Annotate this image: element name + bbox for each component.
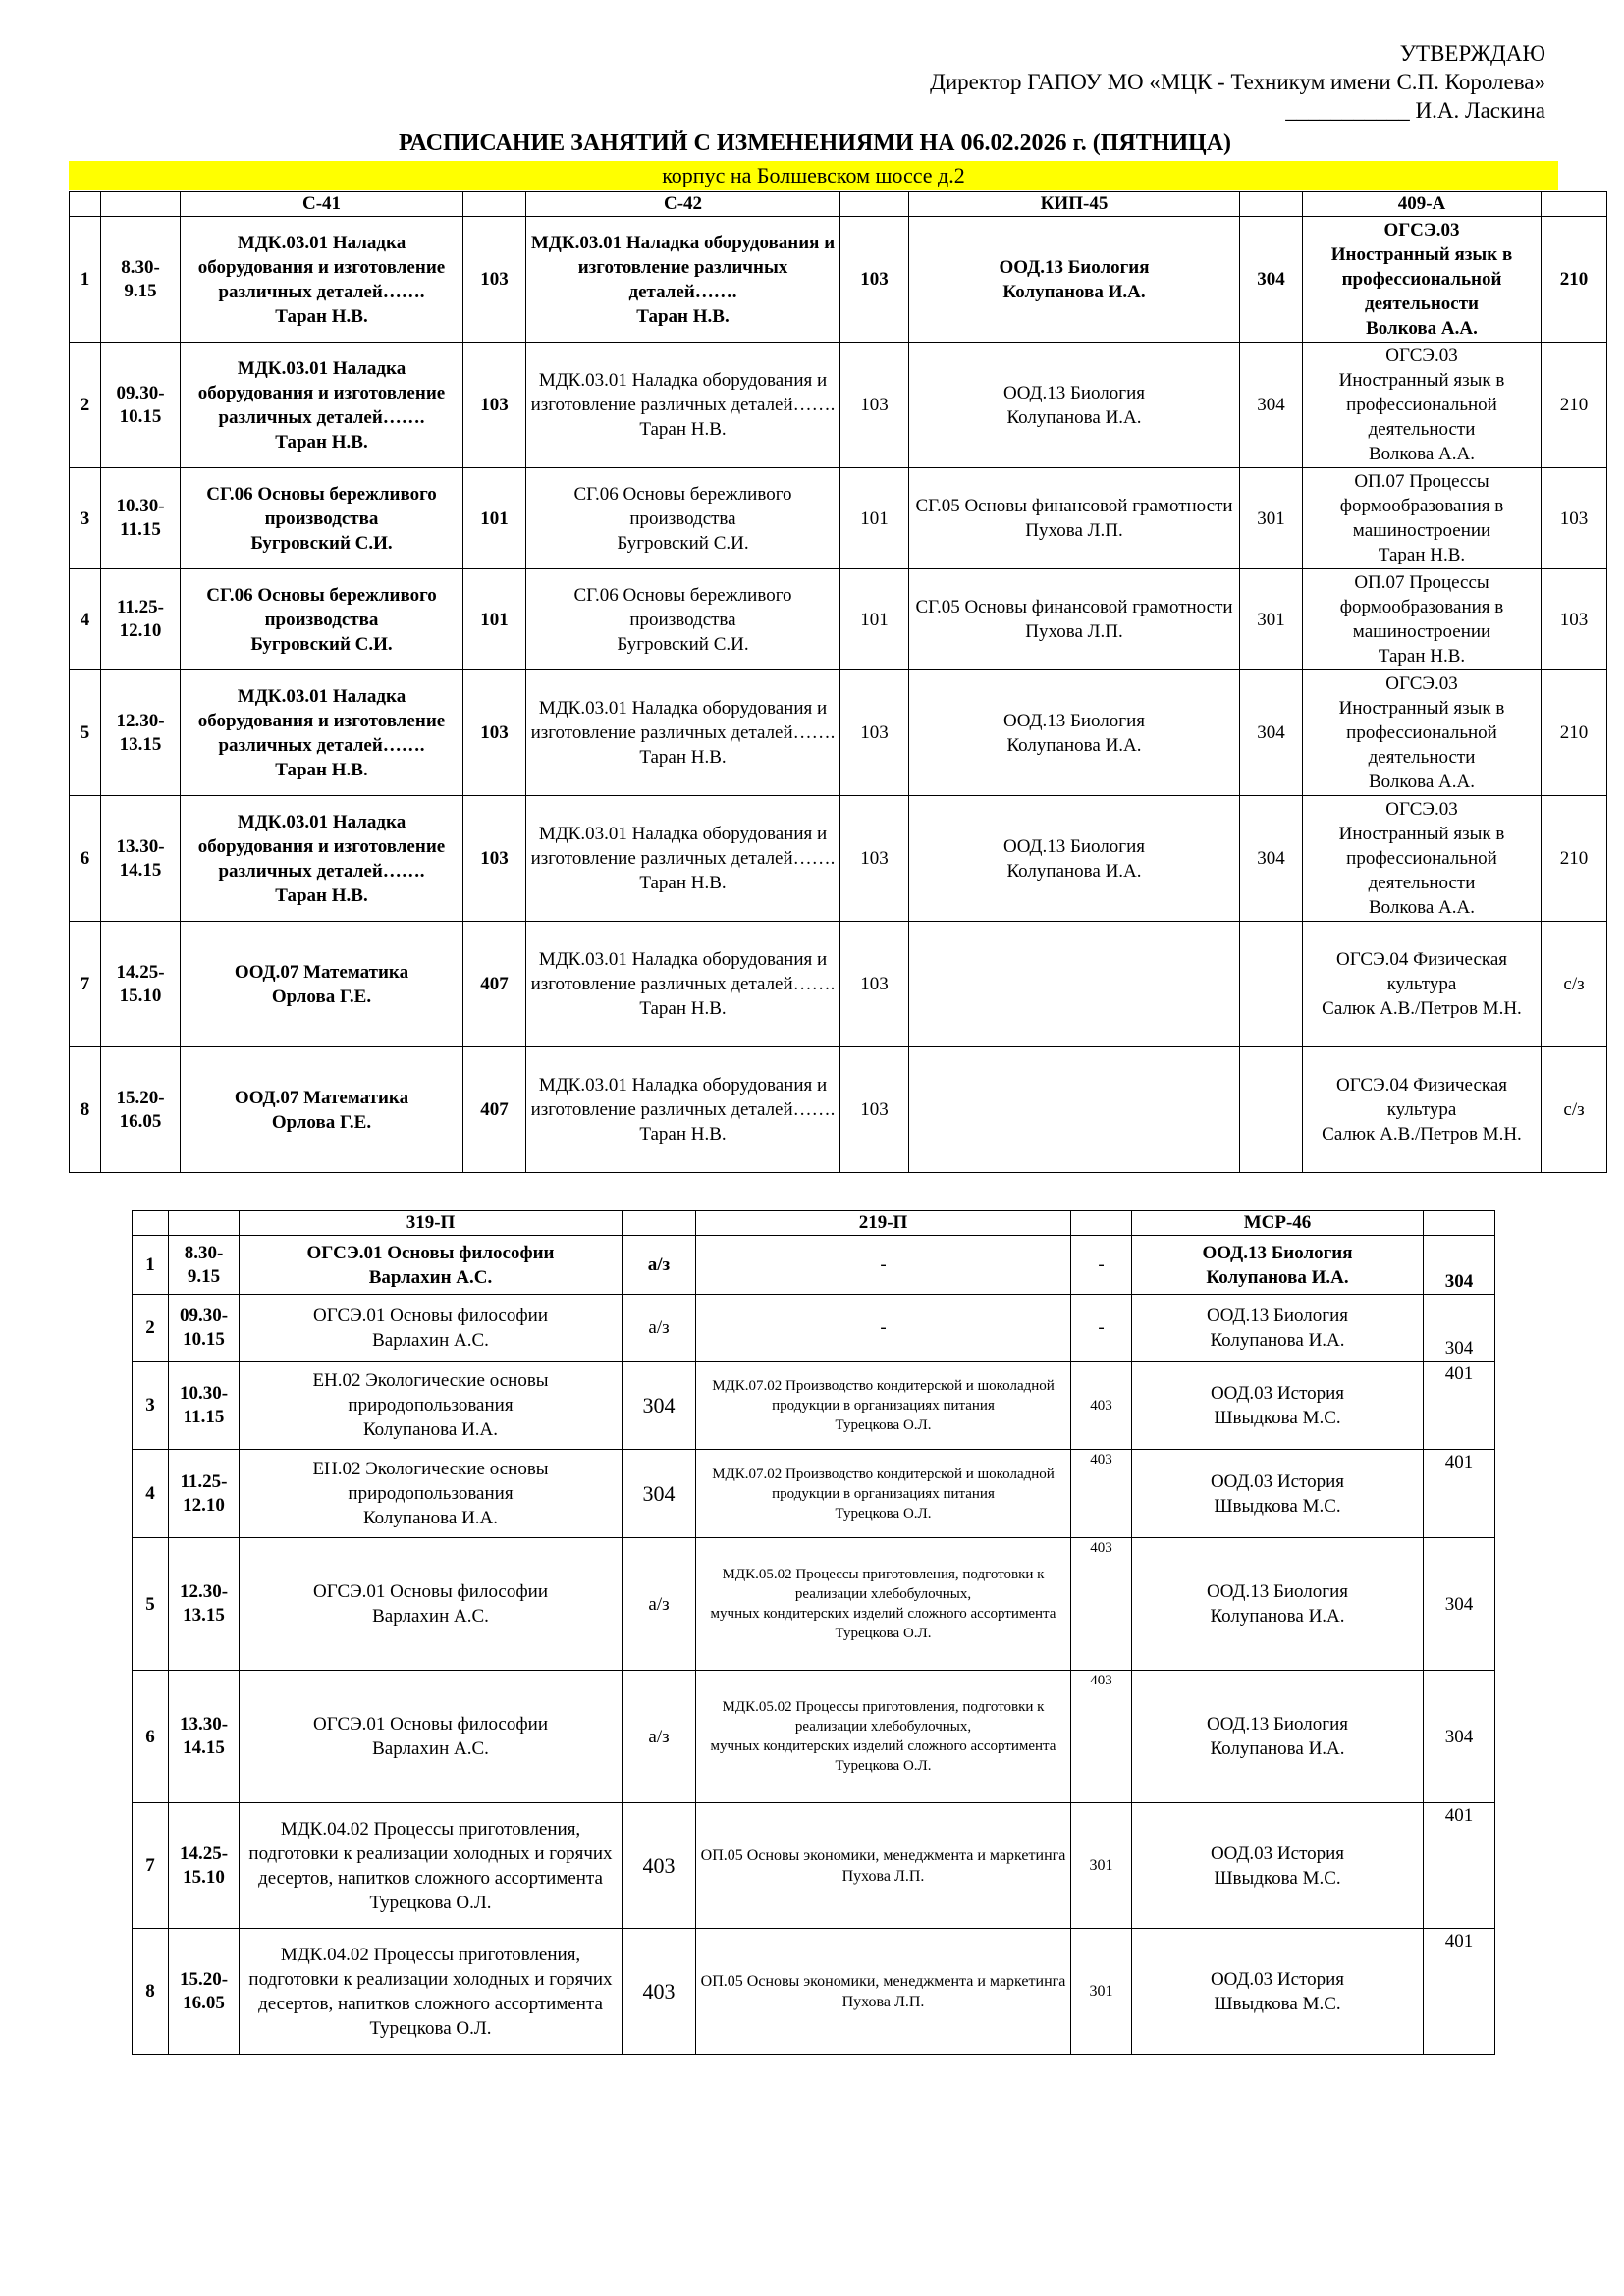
table-row — [70, 1047, 1607, 1173]
lesson-time: 14.25- 15.10 — [101, 922, 181, 1047]
room-cell: 403 — [623, 1929, 696, 2055]
subject-cell: МДК.04.02 Процессы приготовления, подготовки к реализации холодных и горячих десертов, напитков сложного ассортимента Турецкова О.Л. — [240, 1803, 623, 1929]
subject-cell: ООД.03 История Швыдкова М.С. — [1132, 1450, 1424, 1538]
subject-cell: ООД.13 Биология Колупанова И.А. — [1132, 1236, 1424, 1295]
subject-cell: МДК.03.01 Наладка оборудования и изготовление различных деталей……. Таран Н.В. — [181, 343, 463, 468]
room-cell — [1240, 922, 1303, 1047]
lesson-time: 8.30- 9.15 — [101, 217, 181, 343]
room-cell: 304 — [1424, 1295, 1495, 1362]
group-header: 219-П — [696, 1211, 1071, 1236]
room-cell: 101 — [840, 468, 909, 569]
group-header: КИП-45 — [909, 192, 1240, 217]
room-cell: 403 — [1071, 1450, 1132, 1538]
room-cell: а/з — [623, 1295, 696, 1362]
subject-cell: ООД.03 История Швыдкова М.С. — [1132, 1362, 1424, 1450]
table-row — [133, 1803, 1495, 1929]
subject-cell: ООД.13 Биология Колупанова И.А. — [1132, 1671, 1424, 1803]
lesson-number: 5 — [133, 1538, 169, 1671]
room-cell: 304 — [1240, 217, 1303, 343]
table-row — [70, 922, 1607, 1047]
subject-cell: МДК.07.02 Производство кондитерской и шоколадной продукции в организациях питания Турецкова О.Л. — [696, 1450, 1071, 1538]
room-cell: 304 — [1424, 1538, 1495, 1671]
subject-cell: ОП.05 Основы экономики, менеджмента и маркетинга Пухова Л.П. — [696, 1929, 1071, 2055]
subject-cell: МДК.03.01 Наладка оборудования и изготовление различных деталей……. Таран Н.В. — [526, 670, 840, 796]
subject-cell: СГ.06 Основы бережливого производства Бугровский С.И. — [526, 569, 840, 670]
schedule-table-2 — [132, 1210, 1495, 2055]
room-cell: 403 — [623, 1803, 696, 1929]
table-row — [133, 1450, 1495, 1538]
room-cell: 210 — [1542, 217, 1607, 343]
group-header: 409-А — [1303, 192, 1542, 217]
room-cell: 403 — [1071, 1538, 1132, 1671]
subject-cell: МДК.03.01 Наладка оборудования и изготовление различных деталей……. Таран Н.В. — [181, 217, 463, 343]
subject-cell: МДК.03.01 Наладка оборудования и изготовление различных деталей……. Таран Н.В. — [526, 922, 840, 1047]
subject-cell: СГ.06 Основы бережливого производства Бугровский С.И. — [181, 569, 463, 670]
lesson-time: 09.30- 10.15 — [101, 343, 181, 468]
lesson-number: 6 — [133, 1671, 169, 1803]
room-cell: 103 — [840, 922, 909, 1047]
subject-cell: СГ.05 Основы финансовой грамотности Пухова Л.П. — [909, 468, 1240, 569]
lesson-time: 11.25- 12.10 — [101, 569, 181, 670]
lesson-time: 14.25- 15.10 — [169, 1803, 240, 1929]
room-cell: 401 — [1424, 1803, 1495, 1929]
header-blank — [623, 1211, 696, 1236]
room-cell: 103 — [463, 343, 526, 468]
room-cell: 403 — [1071, 1671, 1132, 1803]
room-cell: 101 — [463, 468, 526, 569]
header-blank — [133, 1211, 169, 1236]
room-cell: 401 — [1424, 1362, 1495, 1450]
subject-cell: МДК.03.01 Наладка оборудования и изготовление различных деталей……. Таран Н.В. — [526, 1047, 840, 1173]
room-cell: 103 — [840, 1047, 909, 1173]
room-cell: 210 — [1542, 796, 1607, 922]
lesson-number: 2 — [70, 343, 101, 468]
lesson-time: 10.30- 11.15 — [169, 1362, 240, 1450]
subject-cell: МДК.05.02 Процессы приготовления, подготовки к реализации хлебобулочных, мучных кондитерских изделий сложного ассортимента Турецкова О.Л. — [696, 1538, 1071, 1671]
subject-cell: ООД.13 Биология Колупанова И.А. — [909, 670, 1240, 796]
subject-cell: ОГСЭ.04 Физическая культура Салюк А.В./Петров М.Н. — [1303, 922, 1542, 1047]
subject-cell: ООД.13 Биология Колупанова И.А. — [909, 796, 1240, 922]
table-row — [133, 1671, 1495, 1803]
room-cell: 103 — [463, 670, 526, 796]
table-row — [70, 569, 1607, 670]
group-header: МСР-46 — [1132, 1211, 1424, 1236]
table-header-row — [133, 1211, 1495, 1236]
room-cell: с/з — [1542, 922, 1607, 1047]
subject-cell: МДК.05.02 Процессы приготовления, подготовки к реализации хлебобулочных, мучных кондитерских изделий сложного ассортимента Турецкова О.Л. — [696, 1671, 1071, 1803]
header-blank — [463, 192, 526, 217]
lesson-number: 4 — [70, 569, 101, 670]
room-cell: 304 — [1240, 343, 1303, 468]
subject-cell: ОГСЭ.01 Основы философии Варлахин А.С. — [240, 1538, 623, 1671]
header-blank — [101, 192, 181, 217]
schedule-table-1 — [69, 191, 1607, 1173]
subject-cell: ОГСЭ.01 Основы философии Варлахин А.С. — [240, 1236, 623, 1295]
room-cell: 103 — [840, 796, 909, 922]
subject-cell: - — [696, 1295, 1071, 1362]
table-row — [70, 670, 1607, 796]
room-cell: 301 — [1240, 468, 1303, 569]
group-header: С-42 — [526, 192, 840, 217]
room-cell: 103 — [1542, 468, 1607, 569]
subject-cell: ОГСЭ.03 Иностранный язык в профессиональной деятельности Волкова А.А. — [1303, 796, 1542, 922]
building-banner: корпус на Болшевском шоссе д.2 — [69, 161, 1558, 190]
room-cell: 103 — [463, 796, 526, 922]
subject-cell: СГ.06 Основы бережливого производства Бугровский С.И. — [526, 468, 840, 569]
subject-cell: ОГСЭ.03 Иностранный язык в профессиональной деятельности Волкова А.А. — [1303, 343, 1542, 468]
room-cell: 101 — [840, 569, 909, 670]
subject-cell — [909, 1047, 1240, 1173]
header-blank — [1240, 192, 1303, 217]
subject-cell: ОП.07 Процессы формообразования в машиностроении Таран Н.В. — [1303, 569, 1542, 670]
subject-cell: ООД.03 История Швыдкова М.С. — [1132, 1929, 1424, 2055]
room-cell — [1240, 1047, 1303, 1173]
subject-cell: ООД.13 Биология Колупанова И.А. — [1132, 1295, 1424, 1362]
room-cell: с/з — [1542, 1047, 1607, 1173]
subject-cell: ОГСЭ.01 Основы философии Варлахин А.С. — [240, 1671, 623, 1803]
room-cell: 101 — [463, 569, 526, 670]
table-row — [70, 217, 1607, 343]
lesson-number: 8 — [70, 1047, 101, 1173]
table-row — [70, 468, 1607, 569]
lesson-time: 12.30- 13.15 — [101, 670, 181, 796]
room-cell: 304 — [1424, 1236, 1495, 1295]
subject-cell: СГ.05 Основы финансовой грамотности Пухова Л.П. — [909, 569, 1240, 670]
room-cell: 403 — [1071, 1362, 1132, 1450]
header-blank — [1542, 192, 1607, 217]
subject-cell: МДК.03.01 Наладка оборудования и изготовление различных деталей……. Таран Н.В. — [181, 796, 463, 922]
header-blank — [70, 192, 101, 217]
subject-cell: СГ.06 Основы бережливого производства Бугровский С.И. — [181, 468, 463, 569]
room-cell: 103 — [463, 217, 526, 343]
subject-cell: - — [696, 1236, 1071, 1295]
subject-cell: ЕН.02 Экологические основы природопользования Колупанова И.А. — [240, 1450, 623, 1538]
room-cell: 304 — [1424, 1671, 1495, 1803]
table-header-row — [70, 192, 1607, 217]
lesson-number: 5 — [70, 670, 101, 796]
room-cell: 304 — [623, 1362, 696, 1450]
subject-cell: ОГСЭ.01 Основы философии Варлахин А.С. — [240, 1295, 623, 1362]
group-header: С-41 — [181, 192, 463, 217]
lesson-time: 10.30- 11.15 — [101, 468, 181, 569]
room-cell: 301 — [1240, 569, 1303, 670]
room-cell: - — [1071, 1295, 1132, 1362]
header-blank — [840, 192, 909, 217]
room-cell: - — [1071, 1236, 1132, 1295]
subject-cell: МДК.03.01 Наладка оборудования и изготовление различных деталей……. Таран Н.В. — [526, 217, 840, 343]
group-header: 319-П — [240, 1211, 623, 1236]
lesson-time: 13.30- 14.15 — [169, 1671, 240, 1803]
lesson-number: 2 — [133, 1295, 169, 1362]
room-cell: 304 — [623, 1450, 696, 1538]
subject-cell: ООД.13 Биология Колупанова И.А. — [1132, 1538, 1424, 1671]
room-cell: 401 — [1424, 1450, 1495, 1538]
approval-block — [930, 39, 1545, 125]
room-cell: а/з — [623, 1236, 696, 1295]
lesson-number: 7 — [70, 922, 101, 1047]
approval-signature: ___________ И.А. Ласкина — [1285, 98, 1545, 123]
room-cell: 407 — [463, 922, 526, 1047]
room-cell: 301 — [1071, 1929, 1132, 2055]
table-row — [133, 1236, 1495, 1295]
header-blank — [1071, 1211, 1132, 1236]
subject-cell: ОГСЭ.03 Иностранный язык в профессиональной деятельности Волкова А.А. — [1303, 217, 1542, 343]
lesson-time: 09.30- 10.15 — [169, 1295, 240, 1362]
room-cell: а/з — [623, 1538, 696, 1671]
lesson-number: 3 — [133, 1362, 169, 1450]
room-cell: 304 — [1240, 670, 1303, 796]
subject-cell: ОГСЭ.04 Физическая культура Салюк А.В./Петров М.Н. — [1303, 1047, 1542, 1173]
subject-cell: ООД.13 Биология Колупанова И.А. — [909, 343, 1240, 468]
subject-cell: ООД.07 Математика Орлова Г.Е. — [181, 1047, 463, 1173]
table-row — [70, 796, 1607, 922]
room-cell: 103 — [1542, 569, 1607, 670]
subject-cell: МДК.03.01 Наладка оборудования и изготовление различных деталей……. Таран Н.В. — [526, 796, 840, 922]
lesson-number: 3 — [70, 468, 101, 569]
room-cell: 304 — [1240, 796, 1303, 922]
page-title: РАСПИСАНИЕ ЗАНЯТИЙ С ИЗМЕНЕНИЯМИ НА 06.02.2026 г. (ПЯТНИЦА) — [398, 131, 1232, 156]
lesson-time: 15.20- 16.05 — [169, 1929, 240, 2055]
room-cell: 301 — [1071, 1803, 1132, 1929]
lesson-time: 8.30- 9.15 — [169, 1236, 240, 1295]
header-blank — [169, 1211, 240, 1236]
table-row — [133, 1929, 1495, 2055]
header-blank — [1424, 1211, 1495, 1236]
subject-cell: ООД.03 История Швыдкова М.С. — [1132, 1803, 1424, 1929]
table-row — [70, 343, 1607, 468]
lesson-number: 6 — [70, 796, 101, 922]
lesson-time: 12.30- 13.15 — [169, 1538, 240, 1671]
lesson-time: 11.25- 12.10 — [169, 1450, 240, 1538]
table-row — [133, 1295, 1495, 1362]
room-cell: 210 — [1542, 670, 1607, 796]
room-cell: 103 — [840, 217, 909, 343]
subject-cell: ОГСЭ.03 Иностранный язык в профессиональной деятельности Волкова А.А. — [1303, 670, 1542, 796]
subject-cell: ОП.07 Процессы формообразования в машиностроении Таран Н.В. — [1303, 468, 1542, 569]
room-cell: а/з — [623, 1671, 696, 1803]
lesson-number: 1 — [70, 217, 101, 343]
room-cell: 407 — [463, 1047, 526, 1173]
room-cell: 401 — [1424, 1929, 1495, 2055]
subject-cell — [909, 922, 1240, 1047]
subject-cell: МДК.03.01 Наладка оборудования и изготовление различных деталей……. Таран Н.В. — [526, 343, 840, 468]
lesson-time: 13.30- 14.15 — [101, 796, 181, 922]
table-row — [133, 1362, 1495, 1450]
lesson-number: 8 — [133, 1929, 169, 2055]
approval-director: Директор ГАПОУ МО «МЦК - Техникум имени С.П. Королева» — [930, 70, 1545, 94]
room-cell: 103 — [840, 343, 909, 468]
subject-cell: МДК.07.02 Производство кондитерской и шоколадной продукции в организациях питания Турецкова О.Л. — [696, 1362, 1071, 1450]
subject-cell: ООД.07 Математика Орлова Г.Е. — [181, 922, 463, 1047]
lesson-number: 1 — [133, 1236, 169, 1295]
subject-cell: ОП.05 Основы экономики, менеджмента и маркетинга Пухова Л.П. — [696, 1803, 1071, 1929]
room-cell: 103 — [840, 670, 909, 796]
lesson-time: 15.20- 16.05 — [101, 1047, 181, 1173]
table-row — [133, 1538, 1495, 1671]
lesson-number: 7 — [133, 1803, 169, 1929]
approval-heading: УТВЕРЖДАЮ — [1399, 41, 1545, 66]
subject-cell: ЕН.02 Экологические основы природопользования Колупанова И.А. — [240, 1362, 623, 1450]
room-cell: 210 — [1542, 343, 1607, 468]
subject-cell: МДК.04.02 Процессы приготовления, подготовки к реализации холодных и горячих десертов, напитков сложного ассортимента Турецкова О.Л. — [240, 1929, 623, 2055]
subject-cell: МДК.03.01 Наладка оборудования и изготовление различных деталей……. Таран Н.В. — [181, 670, 463, 796]
subject-cell: ООД.13 Биология Колупанова И.А. — [909, 217, 1240, 343]
lesson-number: 4 — [133, 1450, 169, 1538]
